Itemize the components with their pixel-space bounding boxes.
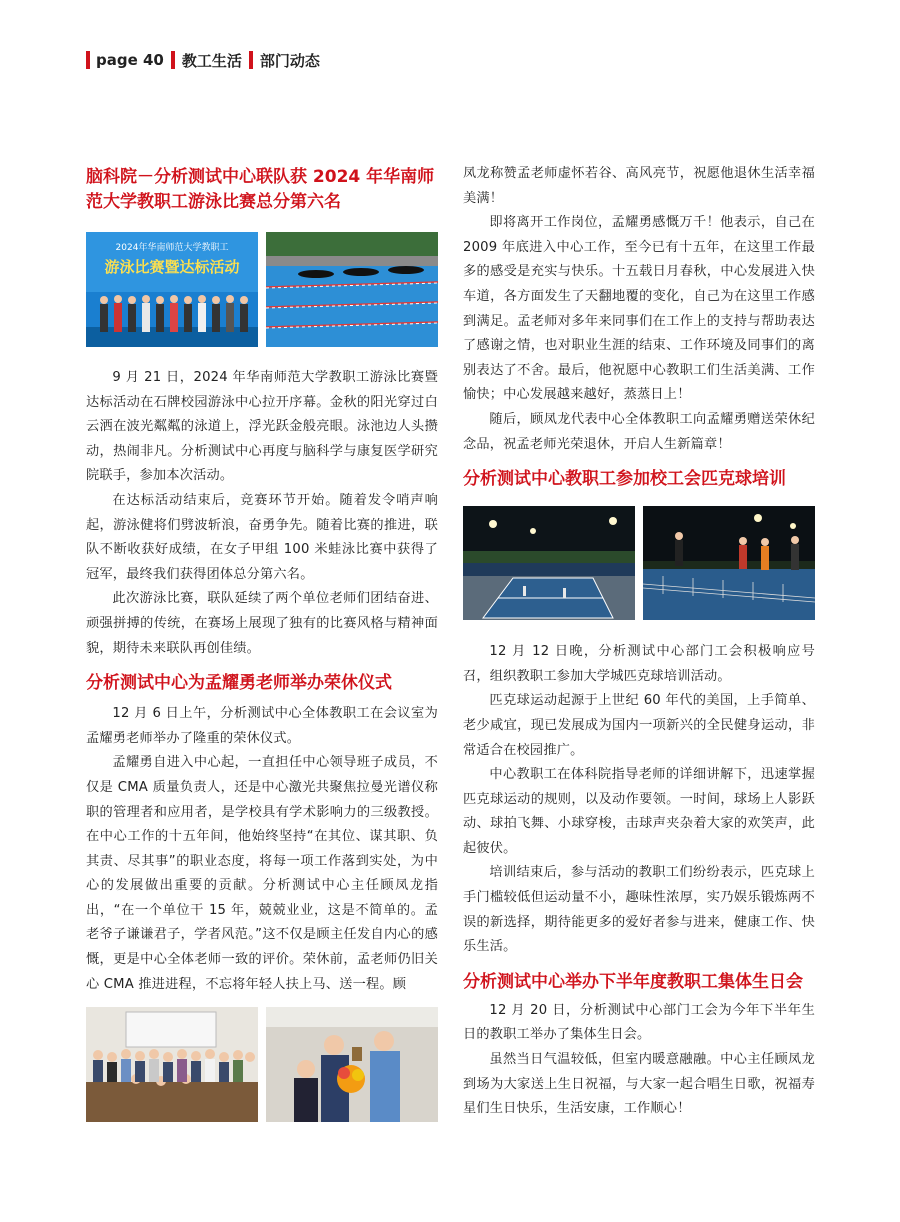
retirement-gift-photo [266,1007,438,1122]
group-meeting-photo [86,1007,258,1122]
paragraph: 即将离开工作岗位，孟耀勇感慨万千！他表示，自己在 2009 年底进入中心工作，至今已有十五年，在这里工作最多的感受是充实与快乐。十五载日月春秋，中心发展进入快车道，各方面发生了天翻地覆的变化，自己为在这里工作感到满足。孟老师对多年来同事们在工作上的支持与帮助表达了感谢之情，也对职业生涯的结束、工作环境及同事们的离别表达了不舍。最后，他祝愿中心教职工们生活美满、工作愉快；中心发展越来越好，蒸蒸日上！ [463,215,815,403]
header-bar-icon [86,51,90,69]
paragraph: 随后，顾凤龙代表中心全体教职工向孟耀勇赠送荣休纪念品，祝孟老师光荣退休，开启人生新篇章！ [463,411,815,452]
pickleball-training-photo [643,506,815,620]
paragraph: 12 月 12 日晚，分析测试中心部门工会积极响应号召，组织教职工参加大学城匹克球培训活动。 [463,644,815,684]
paragraph: 9 月 21 日，2024 年华南师范大学教职工游泳比赛暨达标活动在石牌校园游泳中心拉开序幕。金秋的阳光穿过白云洒在波光粼粼的泳道上，浮光跃金般亮眼。泳池边人头攒动，热闹非凡。分析测试中心再度与脑科学与康复医学研究院联手，参加本次活动。 [86,370,438,484]
section-label: 教工生活 [181,51,242,70]
paragraph: 孟耀勇自进入中心起，一直担任中心领导班子成员，不仅是 CMA 质量负责人，还是中心激光共聚焦拉曼光谱仪称职的管理者和应用者，是学校具有学术影响力的三级教授。在中心工作的十五年间，他始终坚持“在其位、谋其职、负其责、尽其事”的职业态度，将每一项工作落到实处，为中心的发展做出重要的贡献。分析测试中心主任顾凤龙指出，“在一个单位干 15 年，兢兢业业，这是不简单的。孟老爷子谦谦君子，学者风范。”这不仅是顾主任发自内心的感慨，更是中心全体老师一致的评价。荣休前，孟老师仍旧关心 CMA 推进进程，不忘将年轻人扶上马、送一程。顾 [86,755,438,992]
banner-line2: 游泳比赛暨达标活动 [104,258,240,276]
article3-title: 分析测试中心教职工参加校工会匹克球培训 [463,469,786,490]
paragraph: 12 月 6 日上午，分析测试中心全体教职工在会议室为孟耀勇老师举办了隆重的荣休仪式。 [86,706,438,746]
paragraph: 匹克球运动起源于上世纪 60 年代的美国，上手简单、老少咸宜，现已发展成为国内一项新兴的全民健身运动，非常适合在校园推广。 [463,693,815,758]
article4-title: 分析测试中心举办下半年度教职工集体生日会 [463,971,803,992]
paragraph: 在达标活动结束后，竞赛环节开始。随着发令哨声响起，游泳健将们劈波斩浪，奋勇争先。随着比赛的推进，联队不断收获好成绩，在女子甲组 100 米蛙泳比赛中获得了冠军，最终我们获得团体总分第六名。 [86,492,438,582]
article2-title: 分析测试中心为孟耀勇老师举办荣休仪式 [86,673,392,694]
paragraph: 此次游泳比赛，联队延续了两个单位老师们团结奋进、顽强拼搏的传统，在赛场上展现了独有的比赛风格与精神面貌，期待未来联队再创佳绩。 [86,591,438,656]
article2-body [86,702,438,997]
paragraph: 培训结束后，参与活动的教职工们纷纷表示，匹克球上手门槛较低但运动量不小，趣味性浓厚，实乃娱乐锻炼两不误的新选择，期待能更多的爱好者参与进来，健康工作、快乐生活。 [463,865,815,955]
paragraph: 12 月 20 日，分析测试中心部门工会为今年下半年生日的教职工举办了集体生日会。 [463,1002,815,1043]
banner-line1: 2024年华南师范大学教职工 [115,243,229,253]
right-column [463,162,815,1122]
paragraph: 虽然当日气温较低，但室内暖意融融。中心主任顾凤龙到场为大家送上生日祝福，与大家一起合唱生日歌，祝福寿星们生日快乐，生活安康，工作顺心！ [463,1052,815,1117]
article1-title: 脑科院－分析测试中心联队获 2024 年华南师范大学教职工游泳比赛总分第六名 [86,167,435,212]
article1-body [86,366,438,661]
swim-team-photo [86,232,258,347]
article2-continued [463,162,815,457]
article3-photos [463,506,815,620]
article4-body [463,999,815,1122]
left-column [86,165,438,1122]
header-bar-icon [249,51,253,69]
page-header [86,48,320,72]
paragraph: 中心教职工在体科院指导老师的详细讲解下，迅速掌握匹克球运动的规则，以及动作要领。一时间，球场上人影跃动、球拍飞舞、小球穿梭，击球声夹杂着大家的欢笑声，此起彼伏。 [463,767,815,856]
page-number: page 40 [96,51,164,69]
article3-body [463,640,815,960]
swim-race-photo [266,232,438,347]
article2-photos [86,1007,438,1122]
header-bar-icon [171,51,175,69]
pickleball-court-photo [463,506,635,620]
article1-photos [86,232,438,347]
paragraph: 凤龙称赞孟老师虚怀若谷、高风亮节，祝愿他退休生活幸福美满！ [463,166,815,206]
category-label: 部门动态 [259,51,320,70]
